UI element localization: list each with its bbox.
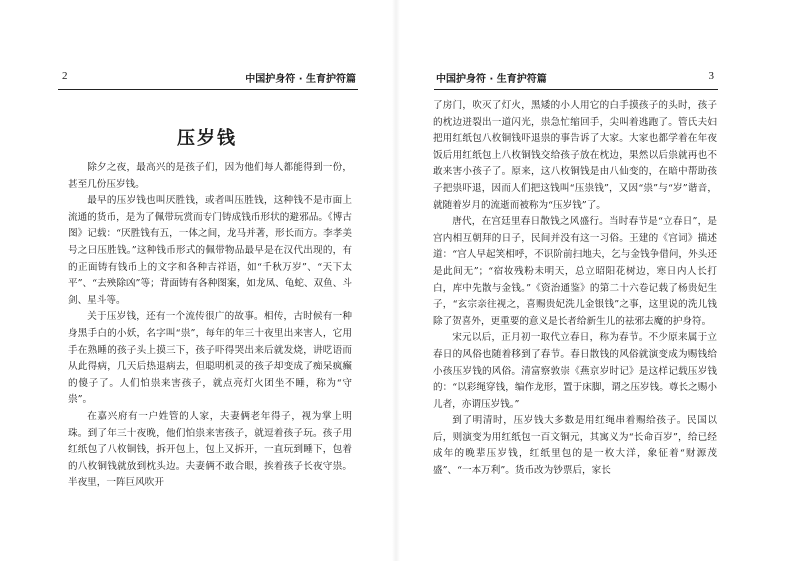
running-title-right: 中国护身符 · 生育护符篇 xyxy=(436,74,547,85)
header-rule-right xyxy=(434,89,718,90)
left-body-text xyxy=(68,160,352,492)
right-running-header xyxy=(436,70,714,88)
running-title-left: 中国护身符 · 生育护符篇 xyxy=(245,74,356,85)
right-body-text xyxy=(433,98,717,480)
paragraph: 关于压岁钱，还有一个流传很广的故事。相传，古时候有一种身黑手白的小妖，名字叫“祟”，每年的年三十夜里出来害人，它用手在熟睡的孩子头上摸三下，孩子吓得哭出来后就发烧，讲呓语而从此得病，几天后热退病去，但聪明机灵的孩子却变成了痴呆疯癫的傻子了。人们怕祟来害孩子，就点亮灯火团坐不睡，称为“守祟”。 xyxy=(68,311,352,406)
paragraph: 了房门，吹灭了灯火，黑矮的小人用它的白手摸孩子的头时，孩子的枕边迸裂出一道闪光，祟急忙缩回手，尖叫着逃跑了。管氏夫妇把用红纸包八枚铜钱吓退祟的事告诉了大家。大家也都学着在年夜饭后用红纸包上八枚铜钱交给孩子放在枕边，果然以后祟就再也不敢来害小孩子了。原来，这八枚铜钱是由八仙变的，在暗中帮助孩子把祟吓退，因而人们把这钱叫“压祟钱”，又因“祟”与“岁”谐音，就随着岁月的流逝而被称为“压岁钱”了。 xyxy=(433,100,717,211)
paragraph: 宋元以后，正月初一取代立春日，称为春节。不少原来属于立春日的风俗也随着移到了春节。春日散钱的风俗就演变成为赐钱给小孩压岁钱的风俗。清富察敦崇《燕京岁时记》是这样记载压岁钱的：“以彩绳穿钱，编作龙形，置于床脚，谓之压岁钱。尊长之赐小儿者，亦谓压岁钱。” xyxy=(433,332,717,410)
header-rule-left xyxy=(58,89,358,90)
paragraph: 唐代，在宫廷里春日散钱之风盛行。当时春节是“立春日”，是宫内相互朝拜的日子，民间并没有这一习俗。王建的《宫词》描述道：“宫人早起笑相呼，不识阶前扫地夫，乞与金钱争借问，外头还是此间无”；“宿妆残粉未明天，总立昭阳花树边，寒日内人长打白，库中先散与金钱。”《资治通鉴》的第二十六卷记载了杨贵妃生子，“玄宗亲往视之，喜赐贵妃洗儿金银钱”之事，这里说的洗儿钱除了贺喜外，更重要的意义是长者给新生儿的祛邪去魔的护身符。 xyxy=(433,216,717,327)
left-page xyxy=(0,0,396,561)
page-number-left: 2 xyxy=(62,70,68,82)
left-running-header xyxy=(62,70,356,88)
page-number-right: 3 xyxy=(708,70,714,82)
paragraph: 最早的压岁钱也叫厌胜钱，或者叫压胜钱，这种钱不是市面上流通的货币，是为了佩带玩赏而专门铸成钱币形状的避邪品。《博古图》记载：“厌胜钱有五，一体之间，龙马并著，形长而方。李孝美号之曰压胜钱。”这种钱币形式的佩带物品最早是在汉代出现的，有的正面铸有钱币上的文字和各种吉祥语，如“千秋万岁”、“天下太平”、“去殃除凶”等；背面铸有各种图案，如龙凤、龟蛇、双鱼、斗剑、星斗等。 xyxy=(68,195,352,306)
paragraph: 在嘉兴府有一户姓管的人家，夫妻俩老年得子，视为掌上明珠。到了年三十夜晚，他们怕祟来害孩子，就逗着孩子玩。孩子用红纸包了八枚铜钱，拆开包上，包上又拆开，一直玩到睡下，包着的八枚铜钱就放到枕头边。夫妻俩不敢合眼，挨着孩子长夜守祟。半夜里，一阵巨风吹开 xyxy=(68,410,352,489)
paragraph: 除夕之夜，最高兴的是孩子们，因为他们每人都能得到一份，甚至几份压岁钱。 xyxy=(68,162,352,190)
article-title: 压岁钱 xyxy=(177,128,237,149)
paragraph: 到了明清时，压岁钱大多数是用红绳串着赐给孩子。民国以后，则演变为用红纸包一百文铜元，其寓义为“长命百岁”，给已经成年的晚辈压岁钱，红纸里包的是一枚大洋，象征着“财源茂盛”、“一本万利”。货币改为钞票后，家长 xyxy=(433,415,717,477)
right-page xyxy=(396,0,793,561)
